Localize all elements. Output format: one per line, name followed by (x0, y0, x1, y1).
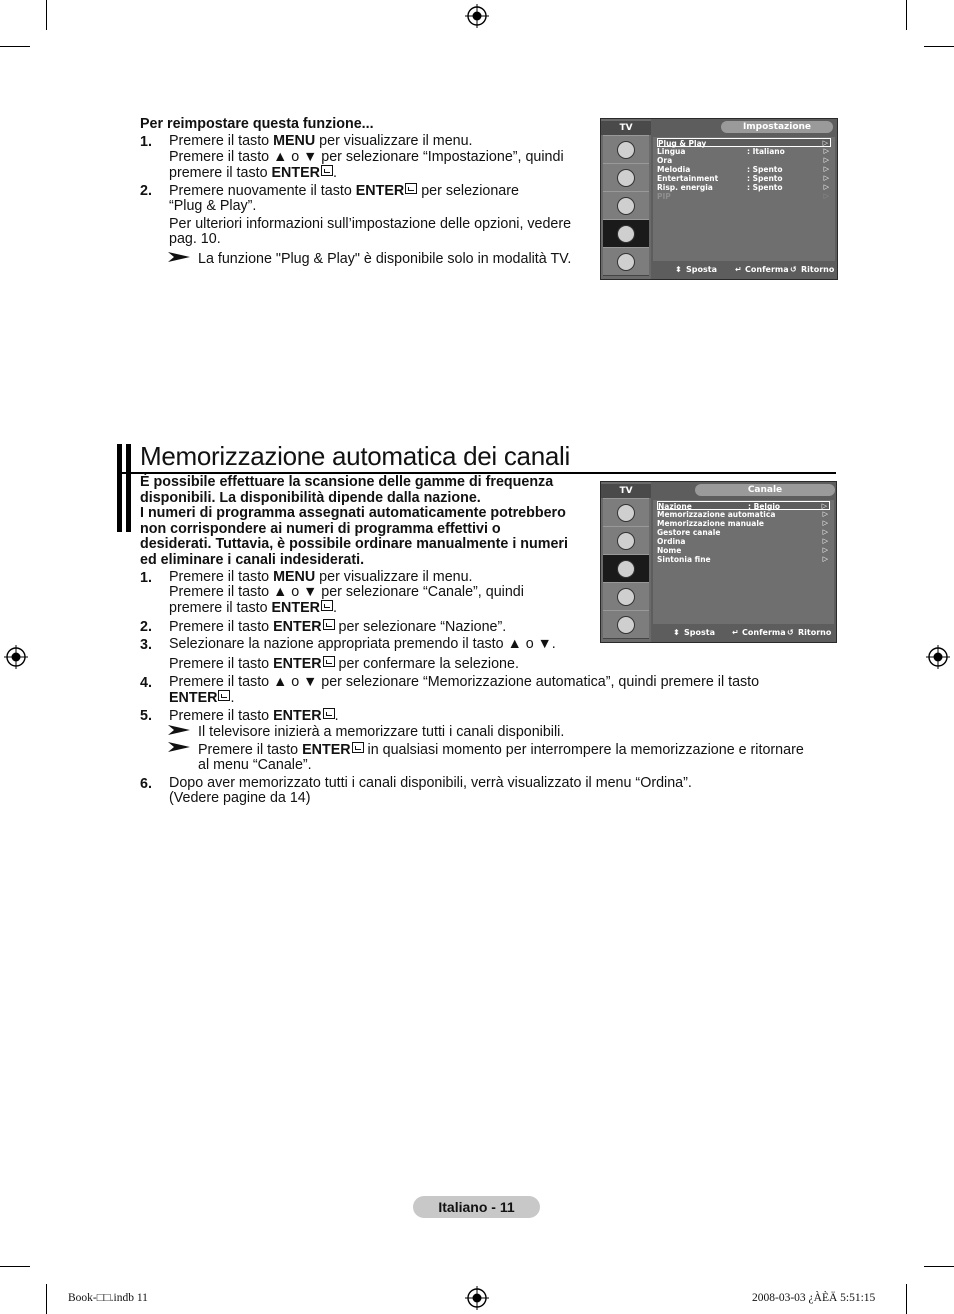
enter-icon (321, 600, 333, 611)
step-4-line-1: Premere il tasto ▲ o ▼ per selezionare “Memorizzazione automatica”, quindi premere il tasto (169, 674, 760, 690)
step-5-line-1: Premere il tasto ENTER . (169, 708, 339, 724)
menu-row-risp-energia: Risp. energia : Spento ▷ (657, 183, 829, 192)
title-bar-accent (126, 444, 131, 532)
picture-icon (603, 135, 649, 164)
menu-list (653, 137, 835, 261)
menu-list (653, 500, 834, 624)
enter-icon (323, 619, 335, 630)
note-text: Il televisore inizierà a memorizzare tutti i canali disponibili. (198, 724, 565, 740)
step-3-line-2: Premere il tasto ENTER per confermare la selezione. (169, 656, 519, 672)
registration-mark-icon (4, 645, 28, 669)
menu-row-entertainment: Entertainment : Spento ▷ (657, 174, 829, 183)
footer-back: Ritorno (801, 265, 835, 274)
step-2-line-3: Per ulteriori informazioni sull’impostazione delle opzioni, vedere (169, 216, 572, 232)
note-text: al menu “Canale”. (198, 757, 312, 773)
menu-row-melodia: Melodia : Spento ▷ (657, 165, 829, 174)
return-icon: ↺ (790, 265, 797, 274)
title-bar-accent (117, 444, 122, 532)
step-number: 3. (140, 637, 152, 653)
registration-mark-icon (926, 645, 950, 669)
setup-gear-icon (603, 582, 649, 611)
enter-icon (323, 656, 335, 667)
menu-row-gestore-canale: Gestore canale ▷ (657, 528, 828, 537)
enter-icon (352, 742, 364, 753)
menu-title: Impostazione (721, 121, 833, 133)
registration-mark-icon (465, 1286, 489, 1310)
tv-menu-impostazione (600, 118, 838, 280)
menu-row-pip: PIP ▷ (657, 192, 829, 201)
tv-label: TV (601, 484, 651, 498)
tv-label: TV (601, 121, 651, 135)
menu-row-plug-play: Plug & Play ▷ (657, 138, 831, 147)
step-2-line-4: pag. 10. (169, 231, 221, 247)
note-arrow-icon (168, 252, 190, 262)
step-number: 2. (140, 183, 152, 199)
step-1-line-2: Premere il tasto ▲ o ▼ per selezionare “Impostazione”, quindi (169, 149, 564, 165)
footer-confirm: Conferma (742, 628, 786, 637)
menu-row-memorizzazione-manuale: Memorizzazione manuale ▷ (657, 519, 828, 528)
date-slug: 2008-03-03 ¿ÀÈÄ 5:51:15 (752, 1292, 876, 1304)
setup-gear-icon (603, 219, 649, 248)
section-title: Memorizzazione automatica dei canali (140, 441, 570, 471)
step-2-line-2: “Plug & Play”. (169, 198, 257, 214)
footer-move: Sposta (684, 628, 715, 637)
enter-icon (405, 183, 417, 194)
step-number: 1. (140, 134, 152, 150)
note-text: Premere il tasto ENTER in qualsiasi momento per interrompere la memorizzazione e ritornare (198, 742, 804, 758)
step-1-line-3: premere il tasto ENTER . (169, 600, 337, 616)
footer-move: Sposta (686, 265, 717, 274)
note-text: La funzione "Plug & Play" è disponibile solo in modalità TV. (198, 251, 572, 267)
menu-row-lingua: Lingua : Italiano ▷ (657, 147, 829, 156)
footer-back: Ritorno (798, 628, 832, 637)
input-icon (603, 247, 649, 276)
step-number: 2. (140, 619, 152, 635)
menu-sidebar (601, 482, 651, 642)
menu-row-nome: Nome ▷ (657, 546, 828, 555)
step-number: 5. (140, 708, 152, 724)
menu-title: Canale (695, 484, 835, 496)
note-arrow-icon (168, 725, 190, 735)
step-6-line-1: Dopo aver memorizzato tutti i canali disponibili, verrà visualizzato il menu “Ordina”. (169, 775, 692, 791)
registration-mark-icon (465, 4, 489, 28)
enter-icon (218, 690, 230, 701)
menu-footer (653, 261, 837, 279)
footer-confirm: Conferma (745, 265, 789, 274)
picture-icon (603, 498, 649, 527)
step-1-line-3: premere il tasto ENTER . (169, 165, 337, 181)
menu-row-ora: Ora ▷ (657, 156, 829, 165)
step-number: 6. (140, 776, 152, 792)
enter-icon: ↵ (732, 628, 739, 637)
channel-icon (603, 554, 649, 583)
updown-icon: ⬍ (673, 628, 680, 637)
intro-paragraph: È possibile effettuare la scansione delle gamme di frequenza disponibili. La disponibilità dipende dalla nazione. I numeri di programma assegnati automaticamente potrebbero non corrispondere ai numeri di programma effettivi o desiderati. Tuttavia, è possibile ordinare manualmente i numeri ed eliminare i canali indesiderati. (140, 474, 568, 568)
step-2-line-1: Premere nuovamente il tasto ENTER per selezionare (169, 183, 519, 199)
step-3-line-1: Selezionare la nazione appropriata premendo il tasto ▲ o ▼. (169, 636, 556, 652)
enter-icon (321, 165, 333, 176)
step-2-line-1: Premere il tasto ENTER per selezionare “Nazione”. (169, 619, 507, 635)
step-4-line-2: ENTER . (169, 690, 235, 706)
step-1-line-2: Premere il tasto ▲ o ▼ per selezionare “Canale”, quindi (169, 584, 524, 600)
return-icon: ↺ (787, 628, 794, 637)
step-number: 4. (140, 675, 152, 691)
page-number-badge: Italiano - 11 (413, 1196, 540, 1218)
tv-menu-canale (600, 481, 837, 643)
menu-row-ordina: Ordina ▷ (657, 537, 828, 546)
updown-icon: ⬍ (675, 265, 682, 274)
enter-icon (323, 708, 335, 719)
step-1-line-1: Premere il tasto MENU per visualizzare il menu. (169, 133, 473, 149)
file-slug: Book-□□.indb 11 (68, 1292, 148, 1304)
step-number: 1. (140, 570, 152, 586)
step-1-line-1: Premere il tasto MENU per visualizzare il menu. (169, 569, 473, 585)
menu-sidebar (601, 119, 651, 279)
sound-icon (603, 163, 649, 192)
menu-row-nazione: Nazione : Belgio ▷ (657, 501, 830, 510)
sound-icon (603, 526, 649, 555)
menu-footer (653, 624, 836, 642)
enter-icon: ↵ (735, 265, 742, 274)
note-arrow-icon (168, 742, 190, 752)
step-6-line-2: (Vedere pagine da 14) (169, 790, 311, 806)
menu-row-memorizzazione-automatica: Memorizzazione automatica ▷ (657, 510, 828, 519)
section-heading: Per reimpostare questa funzione... (140, 116, 374, 132)
menu-row-sintonia-fine: Sintonia fine ▷ (657, 555, 828, 564)
input-icon (603, 610, 649, 639)
channel-icon (603, 191, 649, 220)
